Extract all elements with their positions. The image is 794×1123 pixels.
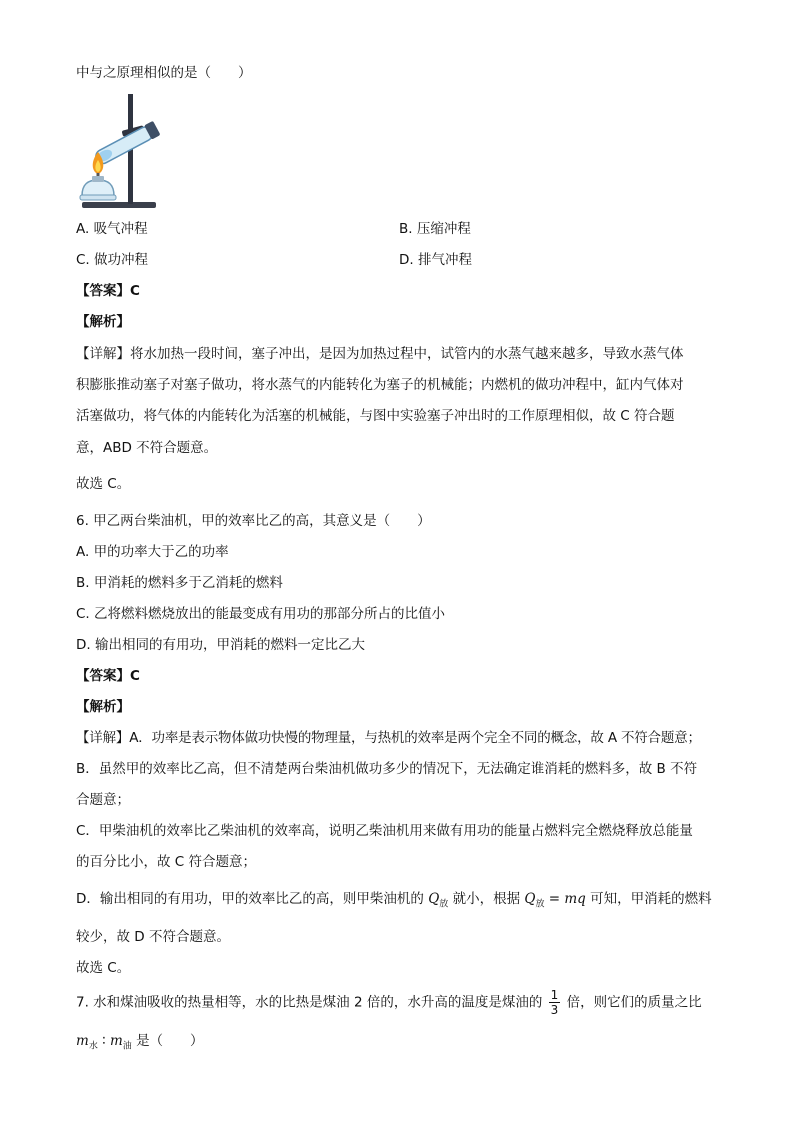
q7-m-water: m [76,1033,89,1049]
q7-m-oil-subscript: 油 [122,1041,132,1052]
q5-answer: 【答案】C [76,283,140,299]
q6-option-b: B. 甲消耗的燃料多于乙消耗的燃料 [76,575,283,591]
q6-conclusion: 故选 C。 [76,960,131,976]
q6-detail-d-q-subscript: 放 [439,899,449,910]
q7-stem-pre: 7. 水和煤油吸收的热量相等，水的比热是煤油 2 倍的，水升高的温度是煤油的 [76,994,543,1011]
q7-fraction [549,988,561,1017]
test-tube-heating-apparatus-image [76,92,166,210]
q7-m-water-subscript: 水 [88,1041,98,1052]
q7-fraction-denominator: 3 [550,1003,559,1017]
q5-detail-line-4: 意，ABD 不符合题意。 [76,440,218,456]
q6-option-d: D. 输出相同的有用功，甲消耗的燃料一定比乙大 [76,637,365,653]
q6-option-c: C. 乙将燃料燃烧放出的能最变成有用功的那部分所占的比值小 [76,606,446,622]
q5-option-b: B. 压缩冲程 [399,221,471,237]
q5-analysis-label: 【解析】 [76,314,130,330]
q5-detail-line-3: 活塞做功，将气体的内能转化为活塞的机械能，与图中实验塞子冲出时的工作原理相似，故 C 符合题 [76,408,675,424]
q5-conclusion: 故选 C。 [76,476,131,492]
q7-stem-post: 倍，则它们的质量之比 [566,994,702,1011]
q6-detail-d-line-2: 较少，故 D 不符合题意。 [76,929,230,945]
q5-option-a: A. 吸气冲程 [76,221,148,237]
q5-detail-line-2: 积膨胀推动塞子对塞子做功，将水蒸气的内能转化为塞子的机械能；内燃机的做功冲程中，缸内气体对 [76,377,684,393]
q5-option-d: D. 排气冲程 [399,252,472,268]
q5-detail-line-1: 【详解】将水加热一段时间，塞子冲出，是因为加热过程中，试管内的水蒸气越来越多，导致水蒸气体 [76,346,684,362]
q6-detail-d-formula-q: Q [524,891,536,907]
q6-answer: 【答案】C [76,668,140,684]
q6-detail-d-formula-eq: = mq [548,891,586,907]
q5-option-c: C. 做功冲程 [76,252,149,268]
q6-analysis-label: 【解析】 [76,699,130,715]
q6-stem: 6. 甲乙两台柴油机，甲的效率比乙的高，其意义是（ ） [76,513,431,529]
q6-detail-d-pre: D．输出相同的有用功，甲的效率比乙的高，则甲柴油机的 [76,891,424,907]
q7-ratio-colon: ∶ [102,1033,106,1049]
q7-m-oil: m [109,1033,123,1049]
q7-stem-end: 是（ ） [136,1033,204,1049]
q6-detail-d-line-1 [76,890,712,914]
q6-detail-c-line-2: 的百分比小，故 C 符合题意； [76,854,257,870]
q6-detail-b-line-2: 合题意； [76,792,130,808]
q7-stem-line-1 [76,988,702,1017]
q6-detail-a: 【详解】A．功率是表示物体做功快慢的物理量，与热机的效率是两个完全不同的概念，故 A 不符合题意； [76,730,701,746]
q6-detail-d-mid: 就小，根据 [452,891,521,907]
q6-detail-b-line-1: B．虽然甲的效率比乙高，但不清楚两台柴油机做功多少的情况下，无法确定谁消耗的燃料多，故 B 不符 [76,761,698,777]
q7-stem-line-2 [76,1032,204,1056]
q7-fraction-numerator: 1 [550,988,559,1002]
q6-detail-d-formula-subscript: 放 [535,899,545,910]
q6-detail-c-line-1: C．甲柴油机的效率比乙柴油机的效率高，说明乙柴油机用来做有用功的能量占燃料完全燃烧释放总能量 [76,823,693,839]
q5-stem-tail: 中与之原理相似的是（ ） [76,65,252,81]
q6-detail-d-post: 可知，甲消耗的燃料 [590,891,712,907]
q6-option-a: A. 甲的功率大于乙的功率 [76,544,229,560]
q6-detail-d-q-symbol: Q [428,891,440,907]
